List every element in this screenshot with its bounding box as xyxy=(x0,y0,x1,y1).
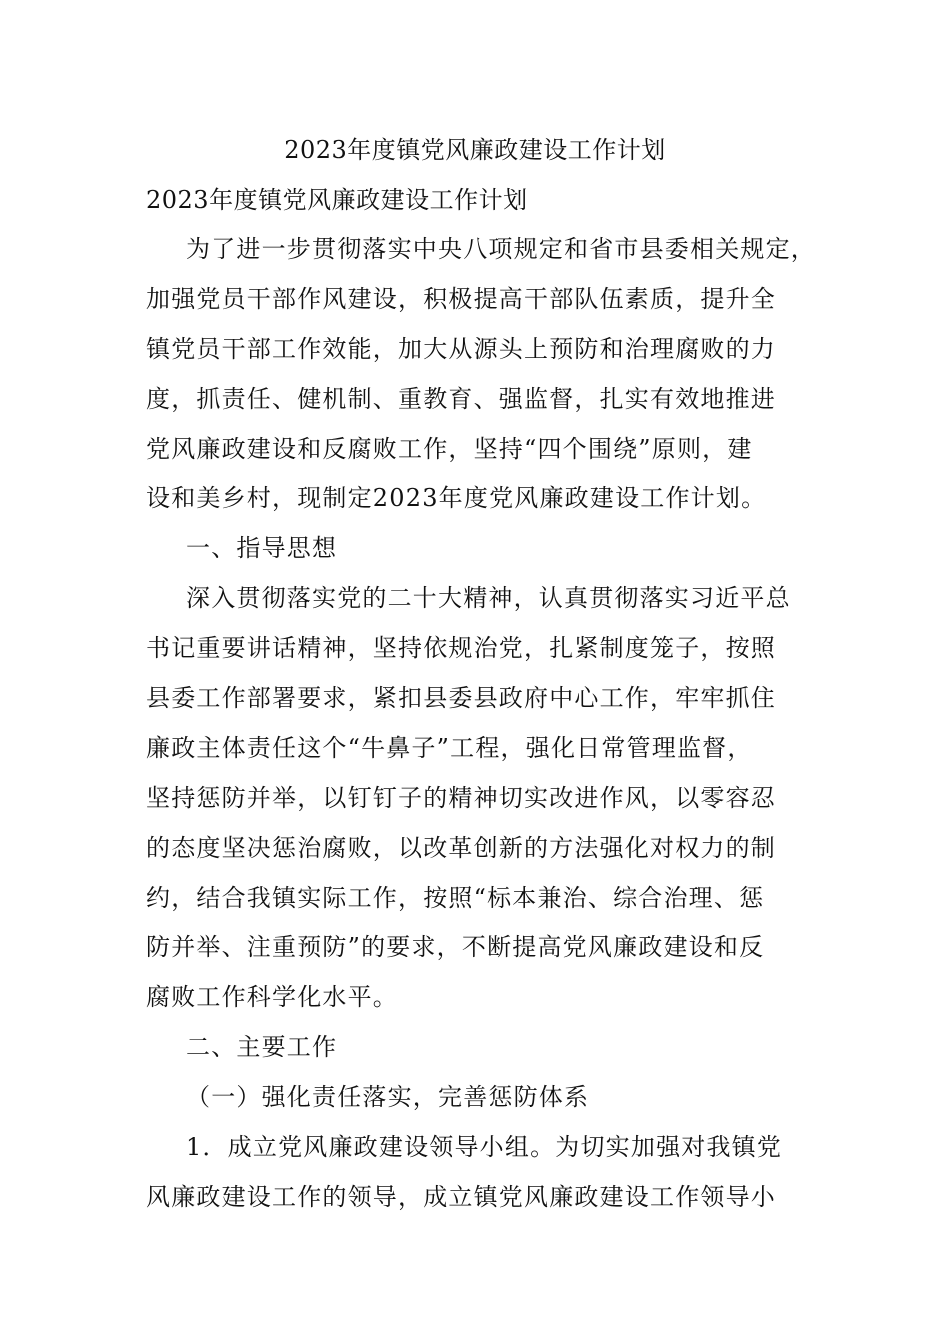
paragraph-line: 风廉政建设工作的领导，成立镇党风廉政建设工作领导小 xyxy=(146,1182,776,1211)
paragraph-line: 县委工作部署要求，紧扣县委县政府中心工作，牢牢抓住 xyxy=(146,684,776,713)
paragraph-line: 一、指导思想 xyxy=(186,534,338,563)
document-body xyxy=(146,231,846,1229)
paragraph-line: 镇党员干部工作效能，加大从源头上预防和治理腐败的力 xyxy=(146,334,776,363)
paragraph-line: （一）强化责任落实，完善惩防体系 xyxy=(186,1083,590,1112)
document-subtitle: 2023年度镇党风廉政建设工作计划 xyxy=(146,186,528,214)
paragraph-line: 二、主要工作 xyxy=(186,1033,338,1062)
paragraph-line: 党风廉政建设和反腐败工作，坚持“四个围绕”原则，建 xyxy=(146,434,753,463)
paragraph-line: 度，抓责任、健机制、重教育、强监督，扎实有效地推进 xyxy=(146,384,776,413)
paragraph-line: 设和美乡村，现制定2023年度党风廉政建设工作计划。 xyxy=(146,484,767,513)
paragraph-line: 书记重要讲话精神，坚持依规治党，扎紧制度笼子，按照 xyxy=(146,634,776,663)
paragraph-line: 坚持惩防并举，以钉钉子的精神切实改进作风，以零容忍 xyxy=(146,783,776,812)
paragraph-line: 加强党员干部作风建设，积极提高干部队伍素质，提升全 xyxy=(146,284,776,313)
paragraph-line: 为了进一步贯彻落实中央八项规定和省市县委相关规定， xyxy=(186,235,816,263)
paragraph-line: 约，结合我镇实际工作，按照“标本兼治、综合治理、惩 xyxy=(146,883,765,912)
paragraph-line: 的态度坚决惩治腐败，以改革创新的方法强化对权力的制 xyxy=(146,833,776,862)
paragraph-line: 腐败工作科学化水平。 xyxy=(146,983,398,1012)
paragraph-line: 深入贯彻落实党的二十大精神，认真贯彻落实习近平总 xyxy=(186,584,791,613)
paragraph-line: 1．成立党风廉政建设领导小组。为切实加强对我镇党 xyxy=(186,1133,783,1162)
paragraph-line: 防并举、注重预防”的要求，不断提高党风廉政建设和反 xyxy=(146,933,765,962)
paragraph-line: 廉政主体责任这个“牛鼻子”工程，强化日常管理监督， xyxy=(146,733,753,762)
document-title: 2023年度镇党风廉政建设工作计划 xyxy=(284,136,666,164)
